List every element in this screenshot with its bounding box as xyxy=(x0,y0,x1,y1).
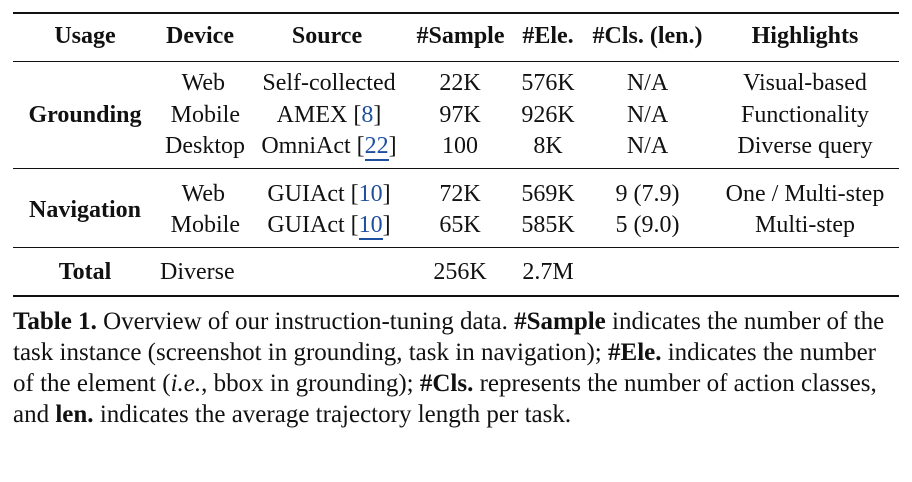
header-usage: Usage xyxy=(54,23,116,49)
table-row-0-device: Web xyxy=(181,70,225,96)
total-device: Diverse xyxy=(160,259,235,285)
group-navigation: Navigation xyxy=(28,197,141,223)
group-total: Total xyxy=(58,259,112,285)
table-row-4-cls: 5 (9.0) xyxy=(615,212,680,238)
caption-italic-term: i.e. xyxy=(170,370,202,397)
table-row-1-ele: 926K xyxy=(521,102,575,128)
header-source: Source xyxy=(291,23,363,49)
table-row-3-cls: 9 (7.9) xyxy=(615,181,680,207)
table-bottom-rule xyxy=(13,295,899,297)
citation-link[interactable]: 10 xyxy=(358,212,383,238)
table-row-3-device: Web xyxy=(181,181,225,207)
table-row-1-source: AMEX [8] xyxy=(276,102,382,128)
table-row-2-sample: 100 xyxy=(442,133,478,159)
caption-text: represents the number of action classes, and xyxy=(13,370,877,428)
table-top-rule xyxy=(13,12,899,14)
table-row-2-ele: 8K xyxy=(533,133,563,159)
table-row-0-source: Self-collected xyxy=(262,70,396,96)
table-row-1-device: Mobile xyxy=(170,102,240,128)
total-sample: 256K xyxy=(433,259,487,285)
table-row-2-source: OmniAct [22] xyxy=(261,133,397,159)
caption-bold-term: len. xyxy=(55,401,94,428)
header-sample: #Sample xyxy=(416,23,505,49)
table-header-rule xyxy=(13,61,899,62)
table-row-1-sample: 97K xyxy=(439,102,481,128)
table-row-3-highlights: One / Multi-step xyxy=(725,181,885,207)
table-row-3-source: GUIAct [10] xyxy=(267,181,391,207)
table-row-0-ele: 576K xyxy=(521,70,575,96)
table-row-2-device: Desktop xyxy=(165,133,245,159)
table-group-rule-2 xyxy=(13,247,899,248)
total-ele: 2.7M xyxy=(522,259,574,285)
table-row-0-highlights: Visual-based xyxy=(743,70,867,96)
header-device: Device xyxy=(166,23,234,49)
table-row-1-highlights: Functionality xyxy=(741,102,869,128)
caption-text: indicates the average trajectory length per task. xyxy=(93,401,572,428)
table-row-3-sample: 72K xyxy=(439,181,481,207)
group-grounding: Grounding xyxy=(28,102,142,128)
caption-label: Table 1. xyxy=(13,308,97,335)
table-row-1-cls: N/A xyxy=(626,102,669,128)
caption-text: Overview of our instruction-tuning data. xyxy=(96,308,515,335)
table-row-4-source: GUIAct [10] xyxy=(267,212,391,238)
caption-bold-term: #Cls. xyxy=(419,370,474,397)
citation-link[interactable]: 8 xyxy=(361,102,374,128)
table-caption xyxy=(13,306,899,430)
caption-text: indicates the number of the task instance (screenshot in grounding, task in navigation); xyxy=(13,308,885,366)
table-row-2-cls: N/A xyxy=(626,133,669,159)
table-row-2-highlights: Diverse query xyxy=(737,133,873,159)
table-row-0-cls: N/A xyxy=(626,70,669,96)
header-ele: #Ele. xyxy=(522,23,574,49)
table-group-rule-1 xyxy=(13,168,899,169)
caption-bold-term: #Sample xyxy=(514,308,606,335)
citation-link[interactable]: 22 xyxy=(364,133,389,159)
table-row-4-device: Mobile xyxy=(170,212,240,238)
caption-text: , bbox in grounding); xyxy=(201,370,420,397)
table-row-4-sample: 65K xyxy=(439,212,481,238)
table-row-3-ele: 569K xyxy=(521,181,575,207)
caption-bold-term: #Ele. xyxy=(608,339,662,366)
citation-link[interactable]: 10 xyxy=(358,181,383,207)
table-row-0-sample: 22K xyxy=(439,70,481,96)
caption-text: indicates the number of the element ( xyxy=(13,339,876,397)
header-highlights: Highlights xyxy=(751,23,859,49)
header-cls: #Cls. (len.) xyxy=(592,23,703,49)
table-row-4-ele: 585K xyxy=(521,212,575,238)
table-row-4-highlights: Multi-step xyxy=(755,212,855,238)
